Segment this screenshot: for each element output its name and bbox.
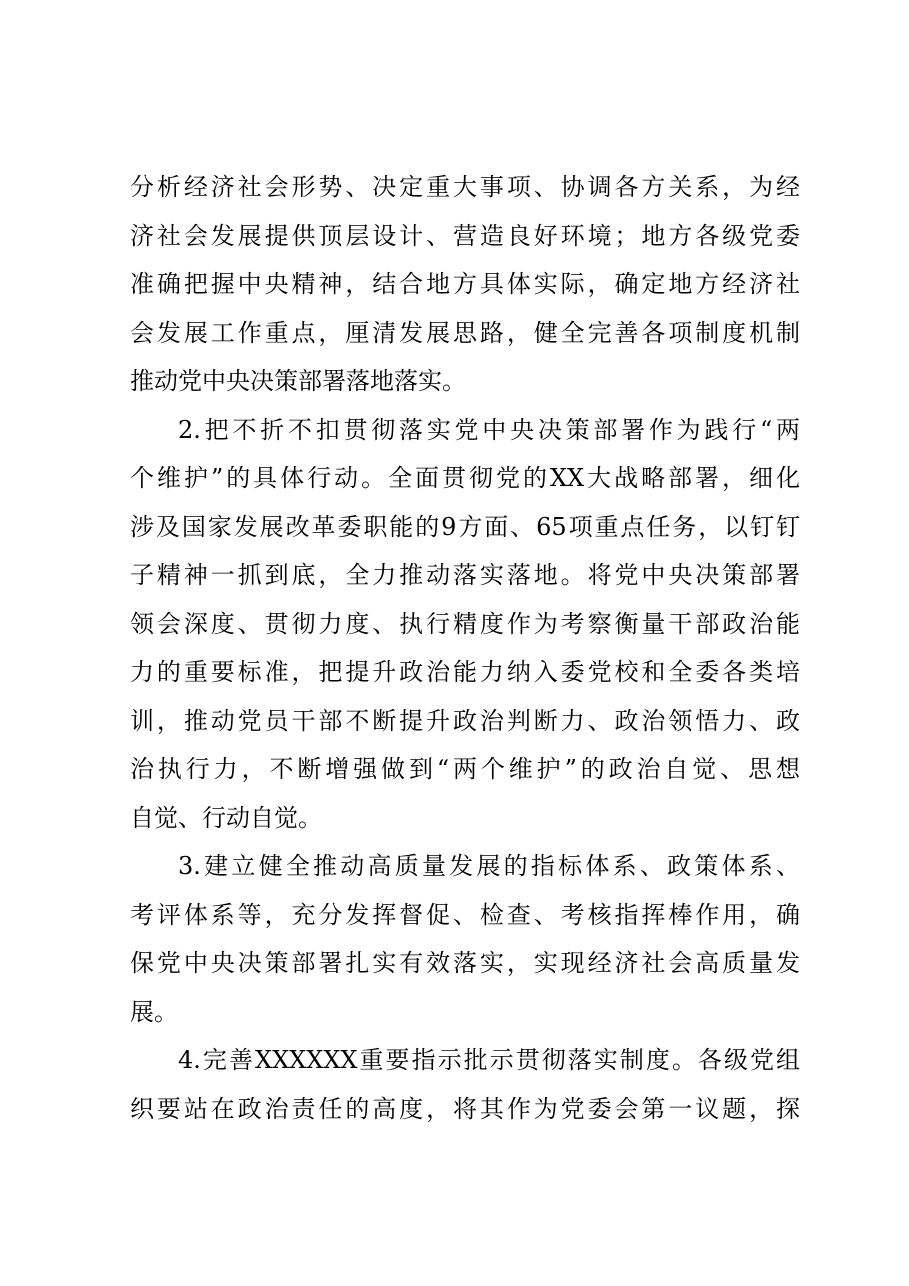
text-line: 保党中央决策部署扎实有效落实，实现经济社会高质量发 (130, 949, 800, 977)
text-line: 自觉、行动自觉。 (130, 803, 322, 832)
text-line: 分析经济社会形势、决定重大事项、协调各方关系，为经 (130, 173, 800, 201)
text-line: 子精神一抓到底，全力推动落实落地。将党中央决策部署 (130, 561, 800, 589)
text-line: 会发展工作重点，厘清发展思路，健全完善各项制度机制 (130, 318, 800, 347)
paragraph-first-line: 4.完善XXXXXX重要指示批示贯彻落实制度。各级党组 (178, 1046, 800, 1074)
text-line: 个维护”的具体行动。全面贯彻党的XX大战略部署，细化 (130, 464, 800, 492)
text-line: 涉及国家发展改革委职能的9方面、65项重点任务，以钉钉 (130, 512, 800, 541)
text-line: 训，推动党员干部不断提升政治判断力、政治领悟力、政 (130, 706, 800, 735)
paragraph-first-line: 3.建立健全推动高质量发展的指标体系、政策体系、 (178, 852, 800, 880)
text-line: 准确把握中央精神，结合地方具体实际，确定地方经济社 (130, 270, 800, 298)
body-text (130, 163, 800, 1133)
text-line: 治执行力，不断增强做到“两个维护”的政治自觉、思想 (130, 755, 800, 783)
paragraph-first-line: 2.把不折不扣贯彻落实党中央决策部署作为践行“两 (178, 415, 800, 444)
text-line: 考评体系等，充分发挥督促、检查、考核指挥棒作用，确 (130, 900, 800, 929)
text-line: 展。 (130, 997, 178, 1026)
text-line: 济社会发展提供顶层设计、营造良好环境；地方各级党委 (130, 221, 800, 250)
text-line: 力的重要标准，把提升政治能力纳入委党校和全委各类培 (130, 658, 800, 686)
text-line: 推动党中央决策部署落地落实。 (130, 367, 466, 395)
text-line: 织要站在政治责任的高度，将其作为党委会第一议题，探 (130, 1094, 800, 1123)
text-line: 领会深度、贯彻力度、执行精度作为考察衡量干部政治能 (130, 609, 800, 638)
